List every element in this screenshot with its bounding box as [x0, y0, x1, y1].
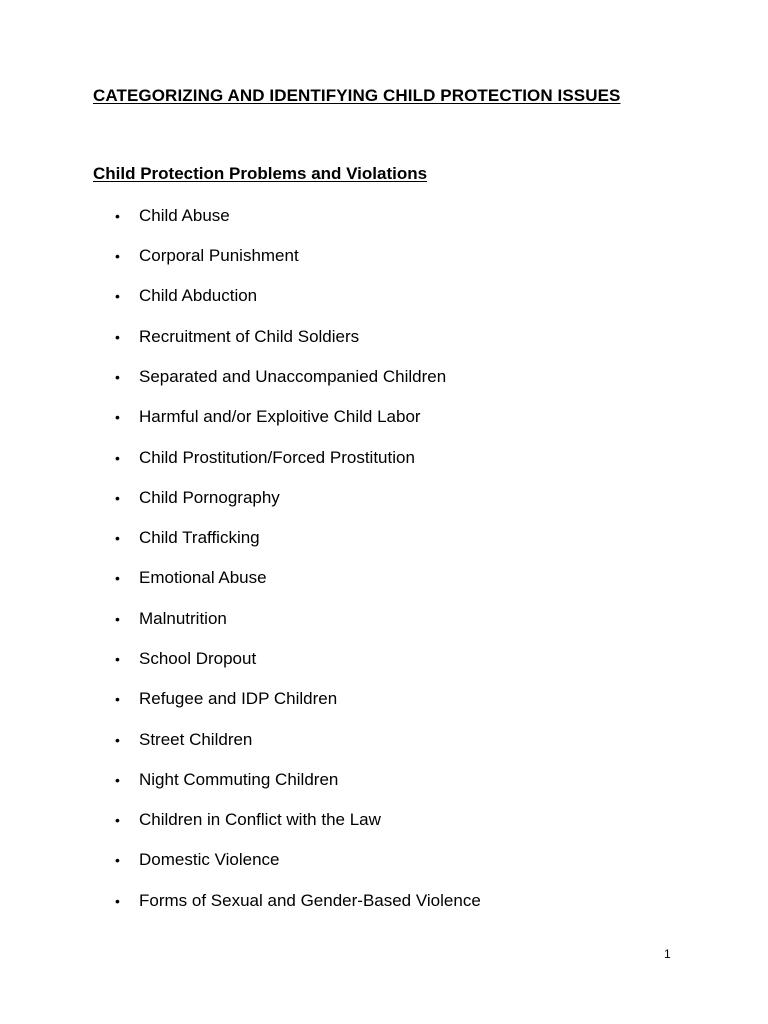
bullet-icon: • — [115, 732, 120, 748]
list-item-label: Child Abduction — [139, 286, 258, 305]
list-item-label: Child Trafficking — [139, 528, 260, 547]
list-item-label: Night Commuting Children — [139, 770, 339, 789]
document-title: CATEGORIZING AND IDENTIFYING CHILD PROTECTION ISSUES — [93, 86, 621, 105]
list-item-label: Domestic Violence — [139, 850, 280, 869]
bullet-icon: • — [115, 611, 120, 627]
list-item-label: Children in Conflict with the Law — [139, 810, 381, 829]
bullet-icon: • — [115, 812, 120, 828]
list-item-label: Emotional Abuse — [139, 568, 267, 587]
bullet-icon: • — [115, 450, 120, 466]
list-item-label: Street Children — [139, 730, 253, 749]
list-item-label: Refugee and IDP Children — [139, 689, 338, 708]
list-item-label: Child Prostitution/Forced Prostitution — [139, 448, 415, 467]
bullet-icon: • — [115, 651, 120, 667]
list-item-label: Corporal Punishment — [139, 246, 299, 265]
list-item-label: Forms of Sexual and Gender-Based Violence — [139, 891, 481, 910]
bullet-icon: • — [115, 570, 120, 586]
list-item-label: Harmful and/or Exploitive Child Labor — [139, 407, 421, 426]
list-item-label: Malnutrition — [139, 609, 227, 628]
list-item-label: Child Abuse — [139, 206, 230, 225]
bullet-icon: • — [115, 409, 120, 425]
bullet-icon: • — [115, 329, 120, 345]
bullet-icon: • — [115, 530, 120, 546]
bullet-icon: • — [115, 490, 120, 506]
bullet-icon: • — [115, 208, 120, 224]
bullet-icon: • — [115, 248, 120, 264]
page-number: 1 — [664, 947, 671, 961]
section-heading: Child Protection Problems and Violations — [93, 164, 428, 183]
bullet-icon: • — [115, 691, 120, 707]
bullet-icon: • — [115, 288, 120, 304]
list-item-label: Separated and Unaccompanied Children — [139, 367, 447, 386]
list-item-label: Recruitment of Child Soldiers — [139, 327, 360, 346]
list-item-label: School Dropout — [139, 649, 257, 668]
bullet-icon: • — [115, 893, 120, 909]
list-item-label: Child Pornography — [139, 488, 280, 507]
bullet-icon: • — [115, 772, 120, 788]
bullet-icon: • — [115, 852, 120, 868]
bullet-icon: • — [115, 369, 120, 385]
